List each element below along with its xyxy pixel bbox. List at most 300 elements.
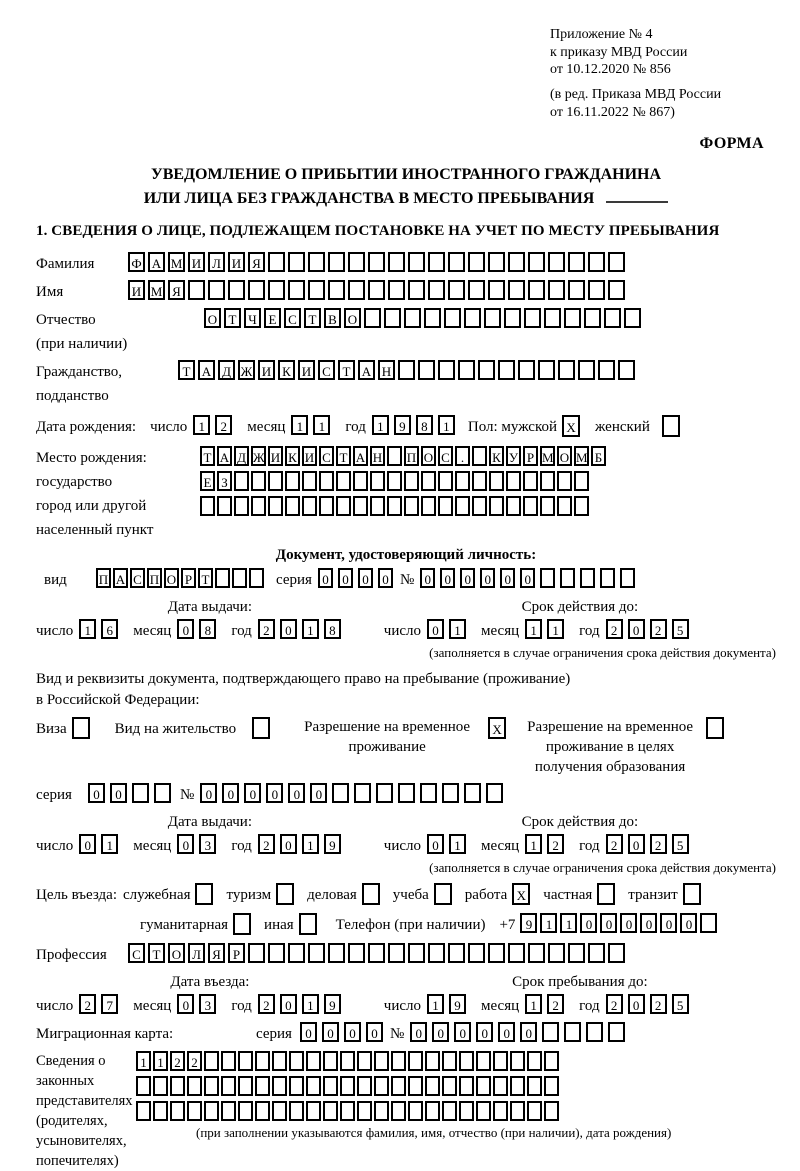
form-cell[interactable] bbox=[408, 1076, 423, 1096]
form-cell[interactable] bbox=[272, 1076, 287, 1096]
form-cell[interactable] bbox=[268, 471, 283, 491]
form-cell[interactable]: 1 bbox=[449, 619, 466, 639]
form-cell[interactable] bbox=[420, 783, 437, 803]
form-cell[interactable] bbox=[387, 446, 402, 466]
form-cell[interactable] bbox=[234, 471, 249, 491]
form-cell[interactable]: 0 bbox=[580, 913, 597, 933]
form-cell[interactable] bbox=[421, 496, 436, 516]
form-cell[interactable]: М bbox=[148, 280, 165, 300]
form-cell[interactable] bbox=[442, 1076, 457, 1096]
form-cell[interactable]: И bbox=[302, 446, 317, 466]
form-cell[interactable]: С bbox=[128, 943, 145, 963]
form-cell[interactable] bbox=[234, 496, 249, 516]
form-cell[interactable] bbox=[598, 360, 615, 380]
form-cell[interactable]: Т bbox=[336, 446, 351, 466]
form-cell[interactable]: 9 bbox=[520, 913, 537, 933]
form-cell[interactable] bbox=[548, 280, 565, 300]
form-cell[interactable] bbox=[706, 717, 724, 739]
form-cell[interactable] bbox=[459, 1051, 474, 1071]
form-cell[interactable] bbox=[540, 568, 555, 588]
form-cell[interactable] bbox=[238, 1076, 253, 1096]
form-cell[interactable]: Л bbox=[208, 252, 225, 272]
form-cell[interactable]: 0 bbox=[288, 783, 305, 803]
form-cell[interactable]: 2 bbox=[258, 619, 275, 639]
form-cell[interactable]: С bbox=[130, 568, 145, 588]
form-cell[interactable] bbox=[200, 496, 215, 516]
form-cell[interactable] bbox=[560, 568, 575, 588]
form-cell[interactable] bbox=[424, 308, 441, 328]
form-cell[interactable] bbox=[442, 1101, 457, 1121]
form-cell[interactable] bbox=[523, 471, 538, 491]
form-cell[interactable]: 0 bbox=[454, 1022, 471, 1042]
form-cell[interactable] bbox=[328, 252, 345, 272]
form-cell[interactable] bbox=[391, 1051, 406, 1071]
form-cell[interactable]: 2 bbox=[606, 619, 623, 639]
form-cell[interactable]: Л bbox=[188, 943, 205, 963]
form-cell[interactable] bbox=[489, 496, 504, 516]
form-cell[interactable]: 0 bbox=[322, 1022, 339, 1042]
form-cell[interactable] bbox=[374, 1076, 389, 1096]
form-cell[interactable] bbox=[374, 1101, 389, 1121]
form-cell[interactable]: Я bbox=[248, 252, 265, 272]
form-cell[interactable]: С bbox=[438, 446, 453, 466]
form-cell[interactable] bbox=[544, 1101, 559, 1121]
form-cell[interactable]: 2 bbox=[606, 994, 623, 1014]
form-cell[interactable] bbox=[136, 1076, 151, 1096]
form-cell[interactable] bbox=[683, 883, 701, 905]
form-cell[interactable] bbox=[248, 943, 265, 963]
form-cell[interactable] bbox=[604, 308, 621, 328]
form-cell[interactable]: 2 bbox=[187, 1051, 202, 1071]
form-cell[interactable]: А bbox=[148, 252, 165, 272]
form-cell[interactable] bbox=[568, 252, 585, 272]
form-cell[interactable]: 1 bbox=[193, 415, 210, 435]
form-cell[interactable]: А bbox=[113, 568, 128, 588]
form-cell[interactable]: 0 bbox=[520, 1022, 537, 1042]
form-cell[interactable]: 0 bbox=[280, 994, 297, 1014]
form-cell[interactable]: К bbox=[285, 446, 300, 466]
form-cell[interactable] bbox=[288, 280, 305, 300]
form-cell[interactable]: 2 bbox=[215, 415, 232, 435]
form-cell[interactable] bbox=[268, 943, 285, 963]
form-cell[interactable] bbox=[404, 308, 421, 328]
form-cell[interactable] bbox=[348, 280, 365, 300]
form-cell[interactable]: З bbox=[217, 471, 232, 491]
form-cell[interactable]: 1 bbox=[302, 834, 319, 854]
form-cell[interactable] bbox=[600, 568, 615, 588]
form-cell[interactable] bbox=[527, 1076, 542, 1096]
form-cell[interactable] bbox=[238, 1051, 253, 1071]
form-cell[interactable] bbox=[391, 1076, 406, 1096]
form-cell[interactable] bbox=[455, 496, 470, 516]
form-cell[interactable] bbox=[336, 496, 351, 516]
form-cell[interactable] bbox=[228, 280, 245, 300]
form-cell[interactable]: 6 bbox=[101, 619, 118, 639]
form-cell[interactable] bbox=[268, 496, 283, 516]
form-cell[interactable]: 0 bbox=[79, 834, 96, 854]
form-cell[interactable]: 0 bbox=[427, 834, 444, 854]
form-cell[interactable]: 1 bbox=[79, 619, 96, 639]
form-cell[interactable]: 0 bbox=[358, 568, 373, 588]
form-cell[interactable]: О bbox=[204, 308, 221, 328]
form-cell[interactable]: 8 bbox=[324, 619, 341, 639]
form-cell[interactable] bbox=[408, 1101, 423, 1121]
form-cell[interactable] bbox=[374, 1051, 389, 1071]
form-cell[interactable] bbox=[448, 943, 465, 963]
form-cell[interactable] bbox=[510, 1101, 525, 1121]
form-cell[interactable]: 1 bbox=[427, 994, 444, 1014]
form-cell[interactable] bbox=[404, 496, 419, 516]
form-cell[interactable] bbox=[544, 308, 561, 328]
form-cell[interactable] bbox=[221, 1051, 236, 1071]
form-cell[interactable] bbox=[72, 717, 90, 739]
form-cell[interactable] bbox=[459, 1076, 474, 1096]
form-cell[interactable] bbox=[448, 280, 465, 300]
form-cell[interactable] bbox=[215, 568, 230, 588]
form-cell[interactable]: С bbox=[318, 360, 335, 380]
form-cell[interactable]: О bbox=[168, 943, 185, 963]
form-cell[interactable] bbox=[574, 471, 589, 491]
form-cell[interactable] bbox=[249, 568, 264, 588]
form-cell[interactable]: 1 bbox=[153, 1051, 168, 1071]
form-cell[interactable] bbox=[289, 1076, 304, 1096]
form-cell[interactable] bbox=[357, 1101, 372, 1121]
form-cell[interactable] bbox=[233, 913, 251, 935]
form-cell[interactable] bbox=[308, 252, 325, 272]
form-cell[interactable]: О bbox=[421, 446, 436, 466]
form-cell[interactable]: 0 bbox=[338, 568, 353, 588]
form-cell[interactable]: X bbox=[488, 717, 506, 739]
form-cell[interactable] bbox=[170, 1076, 185, 1096]
form-cell[interactable]: 0 bbox=[628, 994, 645, 1014]
form-cell[interactable] bbox=[153, 1101, 168, 1121]
form-cell[interactable]: А bbox=[353, 446, 368, 466]
form-cell[interactable]: 0 bbox=[280, 619, 297, 639]
form-cell[interactable]: Т bbox=[200, 446, 215, 466]
form-cell[interactable] bbox=[458, 360, 475, 380]
form-cell[interactable] bbox=[434, 883, 452, 905]
form-cell[interactable]: 9 bbox=[394, 415, 411, 435]
form-cell[interactable]: 2 bbox=[79, 994, 96, 1014]
form-cell[interactable] bbox=[221, 1076, 236, 1096]
form-cell[interactable] bbox=[428, 280, 445, 300]
form-cell[interactable]: И bbox=[298, 360, 315, 380]
form-cell[interactable] bbox=[504, 308, 521, 328]
form-cell[interactable]: 1 bbox=[540, 913, 557, 933]
form-cell[interactable] bbox=[398, 783, 415, 803]
form-cell[interactable] bbox=[493, 1076, 508, 1096]
form-cell[interactable] bbox=[527, 1051, 542, 1071]
form-cell[interactable]: 0 bbox=[440, 568, 455, 588]
form-cell[interactable]: 0 bbox=[660, 913, 677, 933]
form-cell[interactable]: 0 bbox=[177, 619, 194, 639]
form-cell[interactable]: 3 bbox=[199, 834, 216, 854]
form-cell[interactable] bbox=[276, 883, 294, 905]
form-cell[interactable] bbox=[336, 471, 351, 491]
form-cell[interactable]: 0 bbox=[177, 834, 194, 854]
form-cell[interactable]: Д bbox=[234, 446, 249, 466]
form-cell[interactable] bbox=[464, 308, 481, 328]
form-cell[interactable] bbox=[564, 1022, 581, 1042]
form-cell[interactable] bbox=[476, 1076, 491, 1096]
form-cell[interactable] bbox=[425, 1101, 440, 1121]
form-cell[interactable]: 0 bbox=[410, 1022, 427, 1042]
form-cell[interactable]: 1 bbox=[525, 619, 542, 639]
form-cell[interactable] bbox=[285, 471, 300, 491]
form-cell[interactable]: К bbox=[489, 446, 504, 466]
form-cell[interactable]: 0 bbox=[222, 783, 239, 803]
form-cell[interactable]: 8 bbox=[416, 415, 433, 435]
form-cell[interactable]: 1 bbox=[372, 415, 389, 435]
form-cell[interactable] bbox=[584, 308, 601, 328]
form-cell[interactable] bbox=[540, 471, 555, 491]
form-cell[interactable] bbox=[368, 280, 385, 300]
form-cell[interactable] bbox=[544, 1076, 559, 1096]
form-cell[interactable] bbox=[558, 360, 575, 380]
form-cell[interactable]: М bbox=[168, 252, 185, 272]
form-cell[interactable]: И bbox=[128, 280, 145, 300]
form-cell[interactable]: Н bbox=[370, 446, 385, 466]
form-cell[interactable] bbox=[248, 280, 265, 300]
form-cell[interactable]: А bbox=[358, 360, 375, 380]
form-cell[interactable]: 0 bbox=[432, 1022, 449, 1042]
form-cell[interactable] bbox=[289, 1051, 304, 1071]
form-cell[interactable] bbox=[428, 943, 445, 963]
form-cell[interactable] bbox=[289, 1101, 304, 1121]
form-cell[interactable]: О bbox=[164, 568, 179, 588]
form-cell[interactable]: М bbox=[574, 446, 589, 466]
form-cell[interactable] bbox=[387, 471, 402, 491]
form-cell[interactable] bbox=[285, 496, 300, 516]
form-cell[interactable] bbox=[204, 1051, 219, 1071]
form-cell[interactable]: Ф bbox=[128, 252, 145, 272]
form-cell[interactable] bbox=[488, 252, 505, 272]
form-cell[interactable] bbox=[288, 252, 305, 272]
form-cell[interactable] bbox=[478, 360, 495, 380]
form-cell[interactable] bbox=[523, 496, 538, 516]
form-cell[interactable]: X bbox=[562, 415, 580, 437]
form-cell[interactable] bbox=[408, 943, 425, 963]
form-cell[interactable] bbox=[472, 471, 487, 491]
form-cell[interactable] bbox=[323, 1051, 338, 1071]
form-cell[interactable]: Я bbox=[168, 280, 185, 300]
form-cell[interactable] bbox=[444, 308, 461, 328]
form-cell[interactable] bbox=[340, 1076, 355, 1096]
form-cell[interactable] bbox=[468, 280, 485, 300]
form-cell[interactable]: 1 bbox=[101, 834, 118, 854]
form-cell[interactable] bbox=[306, 1101, 321, 1121]
form-cell[interactable] bbox=[208, 280, 225, 300]
form-cell[interactable] bbox=[204, 1101, 219, 1121]
form-cell[interactable] bbox=[388, 252, 405, 272]
form-cell[interactable] bbox=[568, 280, 585, 300]
form-cell[interactable]: Р bbox=[228, 943, 245, 963]
form-cell[interactable]: 0 bbox=[460, 568, 475, 588]
form-cell[interactable] bbox=[588, 252, 605, 272]
form-cell[interactable]: С bbox=[284, 308, 301, 328]
form-cell[interactable] bbox=[524, 308, 541, 328]
form-cell[interactable] bbox=[368, 252, 385, 272]
form-cell[interactable] bbox=[484, 308, 501, 328]
form-cell[interactable]: 7 bbox=[101, 994, 118, 1014]
form-cell[interactable] bbox=[438, 471, 453, 491]
form-cell[interactable]: 0 bbox=[88, 783, 105, 803]
form-cell[interactable] bbox=[510, 1076, 525, 1096]
form-cell[interactable]: Т bbox=[304, 308, 321, 328]
form-cell[interactable]: 1 bbox=[560, 913, 577, 933]
form-cell[interactable] bbox=[252, 717, 270, 739]
form-cell[interactable] bbox=[510, 1051, 525, 1071]
form-cell[interactable] bbox=[319, 496, 334, 516]
form-cell[interactable] bbox=[319, 471, 334, 491]
form-cell[interactable]: 2 bbox=[650, 994, 667, 1014]
form-cell[interactable] bbox=[204, 1076, 219, 1096]
form-cell[interactable]: И bbox=[188, 252, 205, 272]
form-cell[interactable] bbox=[308, 280, 325, 300]
form-cell[interactable] bbox=[472, 446, 487, 466]
form-cell[interactable]: 2 bbox=[650, 619, 667, 639]
form-cell[interactable] bbox=[132, 783, 149, 803]
form-cell[interactable] bbox=[468, 252, 485, 272]
form-cell[interactable] bbox=[388, 943, 405, 963]
form-cell[interactable] bbox=[302, 496, 317, 516]
form-cell[interactable] bbox=[608, 943, 625, 963]
form-cell[interactable]: А bbox=[217, 446, 232, 466]
form-cell[interactable]: 5 bbox=[672, 994, 689, 1014]
form-cell[interactable] bbox=[404, 471, 419, 491]
form-cell[interactable] bbox=[580, 568, 595, 588]
form-cell[interactable]: 0 bbox=[476, 1022, 493, 1042]
form-cell[interactable] bbox=[353, 471, 368, 491]
form-cell[interactable] bbox=[508, 280, 525, 300]
form-cell[interactable] bbox=[608, 1022, 625, 1042]
form-cell[interactable] bbox=[489, 471, 504, 491]
form-cell[interactable]: 0 bbox=[600, 913, 617, 933]
form-cell[interactable]: Н bbox=[378, 360, 395, 380]
form-cell[interactable]: 0 bbox=[480, 568, 495, 588]
form-cell[interactable] bbox=[486, 783, 503, 803]
form-cell[interactable]: П bbox=[404, 446, 419, 466]
form-cell[interactable] bbox=[527, 1101, 542, 1121]
form-cell[interactable] bbox=[391, 1101, 406, 1121]
form-cell[interactable] bbox=[557, 471, 572, 491]
form-cell[interactable] bbox=[472, 496, 487, 516]
form-cell[interactable] bbox=[564, 308, 581, 328]
form-cell[interactable]: 0 bbox=[200, 783, 217, 803]
form-cell[interactable] bbox=[368, 943, 385, 963]
form-cell[interactable]: 9 bbox=[449, 994, 466, 1014]
form-cell[interactable] bbox=[251, 496, 266, 516]
form-cell[interactable]: 2 bbox=[258, 834, 275, 854]
form-cell[interactable] bbox=[268, 252, 285, 272]
form-cell[interactable]: Е bbox=[200, 471, 215, 491]
form-cell[interactable] bbox=[328, 280, 345, 300]
form-cell[interactable]: 5 bbox=[672, 834, 689, 854]
form-cell[interactable] bbox=[187, 1101, 202, 1121]
form-cell[interactable]: С bbox=[319, 446, 334, 466]
form-cell[interactable]: 0 bbox=[366, 1022, 383, 1042]
form-cell[interactable] bbox=[370, 496, 385, 516]
form-cell[interactable] bbox=[428, 252, 445, 272]
form-cell[interactable] bbox=[493, 1051, 508, 1071]
form-cell[interactable] bbox=[608, 252, 625, 272]
form-cell[interactable]: А bbox=[198, 360, 215, 380]
form-cell[interactable] bbox=[538, 360, 555, 380]
form-cell[interactable] bbox=[448, 252, 465, 272]
form-cell[interactable] bbox=[195, 883, 213, 905]
form-cell[interactable] bbox=[251, 471, 266, 491]
form-cell[interactable]: Т bbox=[224, 308, 241, 328]
form-cell[interactable] bbox=[188, 280, 205, 300]
form-cell[interactable] bbox=[418, 360, 435, 380]
form-cell[interactable]: Ж bbox=[238, 360, 255, 380]
form-cell[interactable] bbox=[608, 280, 625, 300]
form-cell[interactable] bbox=[597, 883, 615, 905]
form-cell[interactable] bbox=[388, 280, 405, 300]
form-cell[interactable] bbox=[459, 1101, 474, 1121]
form-cell[interactable]: 3 bbox=[199, 994, 216, 1014]
form-cell[interactable] bbox=[421, 471, 436, 491]
form-cell[interactable] bbox=[624, 308, 641, 328]
form-cell[interactable] bbox=[387, 496, 402, 516]
form-cell[interactable] bbox=[408, 280, 425, 300]
form-cell[interactable] bbox=[488, 280, 505, 300]
form-cell[interactable]: 0 bbox=[520, 568, 535, 588]
form-cell[interactable]: 2 bbox=[606, 834, 623, 854]
form-cell[interactable]: 1 bbox=[313, 415, 330, 435]
form-cell[interactable]: . bbox=[455, 446, 470, 466]
form-cell[interactable]: 9 bbox=[324, 994, 341, 1014]
form-cell[interactable]: Б bbox=[591, 446, 606, 466]
form-cell[interactable] bbox=[306, 1076, 321, 1096]
form-cell[interactable]: Т bbox=[338, 360, 355, 380]
form-cell[interactable]: 0 bbox=[420, 568, 435, 588]
form-cell[interactable]: М bbox=[540, 446, 555, 466]
form-cell[interactable] bbox=[221, 1101, 236, 1121]
form-cell[interactable] bbox=[136, 1101, 151, 1121]
form-cell[interactable]: 1 bbox=[547, 619, 564, 639]
form-cell[interactable]: 0 bbox=[628, 619, 645, 639]
form-cell[interactable]: 0 bbox=[300, 1022, 317, 1042]
form-cell[interactable]: 8 bbox=[199, 619, 216, 639]
form-cell[interactable] bbox=[364, 308, 381, 328]
form-cell[interactable]: 1 bbox=[302, 619, 319, 639]
form-cell[interactable] bbox=[544, 1051, 559, 1071]
form-cell[interactable]: Р bbox=[181, 568, 196, 588]
form-cell[interactable] bbox=[238, 1101, 253, 1121]
form-cell[interactable] bbox=[308, 943, 325, 963]
form-cell[interactable]: 0 bbox=[498, 1022, 515, 1042]
form-cell[interactable] bbox=[438, 360, 455, 380]
form-cell[interactable]: К bbox=[278, 360, 295, 380]
form-cell[interactable] bbox=[528, 280, 545, 300]
form-cell[interactable] bbox=[506, 471, 521, 491]
form-cell[interactable]: 1 bbox=[438, 415, 455, 435]
form-cell[interactable]: И bbox=[258, 360, 275, 380]
form-cell[interactable] bbox=[438, 496, 453, 516]
form-cell[interactable]: 0 bbox=[310, 783, 327, 803]
form-cell[interactable]: 0 bbox=[344, 1022, 361, 1042]
form-cell[interactable] bbox=[408, 1051, 423, 1071]
form-cell[interactable]: О bbox=[344, 308, 361, 328]
form-cell[interactable]: П bbox=[147, 568, 162, 588]
form-cell[interactable] bbox=[464, 783, 481, 803]
form-cell[interactable]: 0 bbox=[110, 783, 127, 803]
form-cell[interactable] bbox=[323, 1101, 338, 1121]
form-cell[interactable]: 0 bbox=[280, 834, 297, 854]
form-cell[interactable] bbox=[376, 783, 393, 803]
form-cell[interactable] bbox=[272, 1101, 287, 1121]
